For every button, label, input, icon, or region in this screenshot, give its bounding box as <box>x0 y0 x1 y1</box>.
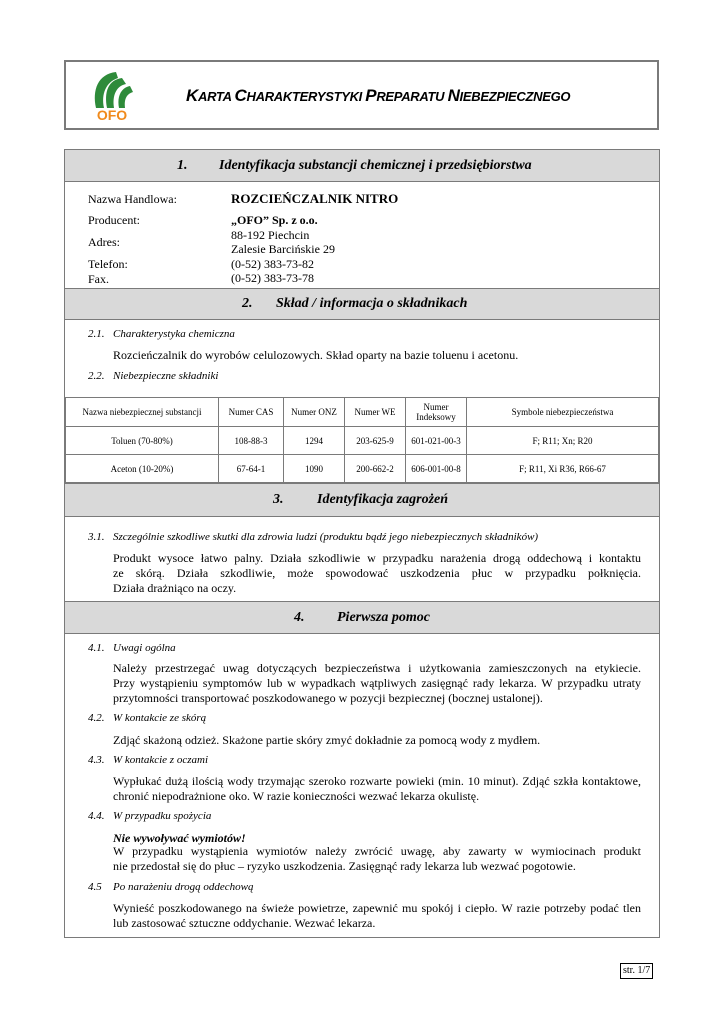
table-header-cell: Numer Indeksowy <box>406 398 467 427</box>
logo-text: OFO <box>96 107 128 123</box>
subsection-title: W przypadku spożycia <box>113 810 212 822</box>
paragraph-line: Przy wystąpieniu symptomów lub w wypadkach wątpliwych zasięgnąć rady lekarza. W przypadku utraty <box>113 676 641 690</box>
warning-text: Nie wywoływać wymiotów! <box>113 831 246 845</box>
paragraph: Rozcieńczalnik do wyrobów celulozowych. Skład oparty na bazie toluenu i acetonu. <box>113 348 519 362</box>
table-cell: 67-64-1 <box>219 455 284 483</box>
table-header-cell: Numer CAS <box>219 398 284 427</box>
table-cell: 200-662-2 <box>345 455 406 483</box>
subsection-number: 2.1. <box>88 328 105 340</box>
table-row <box>66 427 659 455</box>
address-line-2: Zalesie Barcińskie 29 <box>231 242 335 256</box>
producer-label: Producent: <box>88 213 140 227</box>
paragraph-line: Należy przestrzegać uwag dotyczących bezpieczeństwa i użytkowania zamieszczonych na etykiecie. <box>113 661 641 675</box>
section-title: Skład / informacja o składnikach <box>276 296 468 311</box>
document-header <box>64 60 659 130</box>
hazardous-components-table <box>65 397 659 483</box>
paragraph-line: Wypłukać dużą ilością wody trzymając szeroko rozwarte powieki (min. 10 minut). Zdjąć szkła kontaktowe, <box>113 774 641 788</box>
subsection-number: 4.3. <box>88 754 105 766</box>
address-label: Adres: <box>88 235 120 249</box>
paragraph <box>113 774 641 804</box>
table-header-row <box>66 398 659 427</box>
subsection-title: Uwagi ogólna <box>113 642 176 654</box>
table-cell: 601-021-00-3 <box>406 427 467 455</box>
title-part: ARTA <box>197 89 235 104</box>
paragraph: Zdjąć skażoną odzież. Skażone partie skóry zmyć dokładnie za pomocą wody z mydłem. <box>113 733 541 747</box>
paragraph-line: chronić niepodrażnione oko. W razie konieczności wezwać lekarza okulistę. <box>113 789 480 803</box>
title-part: IEBEZPIECZNEGO <box>459 89 571 104</box>
table-header-cell: Numer ONZ <box>284 398 345 427</box>
paragraph <box>113 661 641 706</box>
title-part: P <box>365 86 377 105</box>
main-content <box>64 149 660 938</box>
fax-label: Fax. <box>88 272 109 286</box>
subsection-title: W kontakcie ze skórą <box>113 712 207 724</box>
paragraph-line: Działa drażniąco na oczy. <box>113 581 237 595</box>
subsection-title: Niebezpieczne składniki <box>113 370 219 382</box>
section-3-header <box>65 483 659 517</box>
fax-value: (0-52) 383-73-78 <box>231 271 314 285</box>
subsection-title: Charakterystyka chemiczna <box>113 328 235 340</box>
address-line-1: 88-192 Piechcin <box>231 228 310 242</box>
subsection-number: 2.2. <box>88 370 105 382</box>
section-1-header <box>65 149 659 182</box>
subsection-number: 3.1. <box>88 531 105 543</box>
document-title <box>186 86 570 106</box>
section-number: 1. <box>177 157 188 173</box>
subsection-title: W kontakcie z oczami <box>113 754 208 766</box>
table-cell: Toluen (70-80%) <box>66 427 219 455</box>
table-cell: Aceton (10-20%) <box>66 455 219 483</box>
subsection-number: 4.5 <box>88 881 102 893</box>
paragraph <box>113 901 641 931</box>
title-part: REPARATU <box>376 89 448 104</box>
table-cell: 108-88-3 <box>219 427 284 455</box>
trade-name-label: Nazwa Handlowa: <box>88 192 177 206</box>
paragraph-line: lub zastosować sztuczne oddychanie. Wezwać lekarza. <box>113 916 376 930</box>
section-title: Identyfikacja zagrożeń <box>317 492 449 507</box>
section-2-header <box>65 288 659 320</box>
section-number: 4. <box>294 609 305 625</box>
section-4-header <box>65 601 659 634</box>
paragraph <box>113 551 641 596</box>
table-header-cell: Numer WE <box>345 398 406 427</box>
title-part: HARAKTERYSTYKI <box>246 89 366 104</box>
table-cell: 1090 <box>284 455 345 483</box>
title-part: K <box>186 86 198 105</box>
table-cell: 203-625-9 <box>345 427 406 455</box>
paragraph-line: ze skórą. Działa szkodliwie, może spowodować uszkodzenia płuc w przypadku połknięcia. <box>113 566 641 580</box>
title-part: C <box>234 86 247 105</box>
paragraph-line: przytomności transportować poszkodowanego w pozycji bezpiecznej (bocznej ustalonej). <box>113 691 543 705</box>
phone-label: Telefon: <box>88 257 128 271</box>
producer-value: „OFO” Sp. z o.o. <box>231 213 318 227</box>
subsection-title: Szczególnie szkodliwe skutki dla zdrowia ludzi (produktu bądź jego niebezpiecznych składników) <box>113 531 539 543</box>
ofo-logo <box>86 68 138 126</box>
trade-name-value: ROZCIEŃCZALNIK NITRO <box>231 191 399 206</box>
phone-value: (0-52) 383-73-82 <box>231 257 314 271</box>
section-title: Pierwsza pomoc <box>337 609 430 625</box>
table-cell: 1294 <box>284 427 345 455</box>
subsection-number: 4.2. <box>88 712 105 724</box>
table-cell: 606-001-00-8 <box>406 455 467 483</box>
section-number: 3. <box>273 492 284 507</box>
section-number: 2. <box>242 296 253 311</box>
table-cell: F; R11, Xi R36, R66-67 <box>467 455 659 483</box>
subsection-number: 4.4. <box>88 810 105 822</box>
paragraph-line: nie przedostał się do płuc – ryzyko uszkodzenia. Zasięgnąć rady lekarza lub wezwać pogotowie. <box>113 859 576 873</box>
subsection-title: Po narażeniu drogą oddechową <box>113 881 254 893</box>
subsection-number: 4.1. <box>88 642 105 654</box>
section-title: Identyfikacja substancji chemicznej i przedsiębiorstwa <box>219 157 532 173</box>
table-cell: F; R11; Xn; R20 <box>467 427 659 455</box>
paragraph-line: W przypadku wystąpienia wymiotów należy zwrócić uwagę, aby zawarty w wymiocinach produkt <box>113 844 641 858</box>
paragraph <box>113 844 641 874</box>
table-row <box>66 455 659 483</box>
paragraph-line: Produkt wysoce łatwo palny. Działa szkodliwie w przypadku narażenia drogą oddechową i kontaktu <box>113 551 641 565</box>
table-header-cell: Symbole niebezpieczeństwa <box>467 398 659 427</box>
title-part: N <box>447 86 460 105</box>
table-header-cell: Nazwa niebezpiecznej substancji <box>66 398 219 427</box>
paragraph-line: Wynieść poszkodowanego na świeże powietrze, zapewnić mu spokój i ciepło. W razie potrzeby podać tlen <box>113 901 641 915</box>
page-number: str. 1/7 <box>620 963 653 979</box>
